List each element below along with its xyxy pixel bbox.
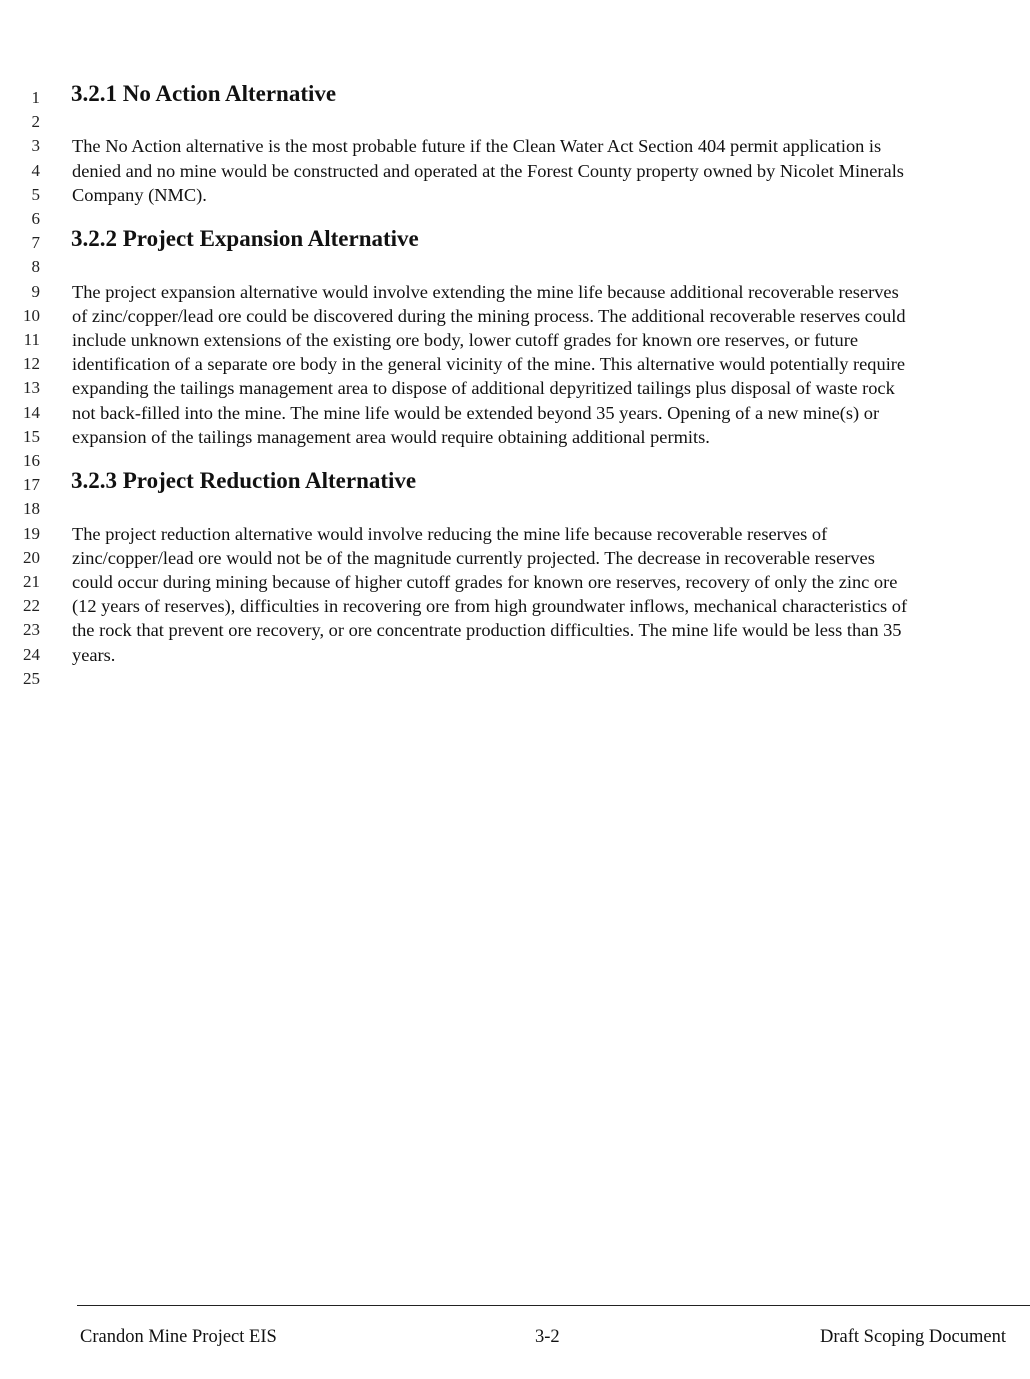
text-line xyxy=(0,643,1030,667)
line-number: 21 xyxy=(23,572,40,591)
text-line xyxy=(0,546,1030,570)
footer-page-number: 3-2 xyxy=(535,1327,560,1347)
line-number: 8 xyxy=(31,257,40,277)
text-line xyxy=(0,522,1030,546)
line-text: The project expansion alternative would involve extending the mine life because additional recoverable reserves xyxy=(72,281,899,302)
line-text: Company (NMC). xyxy=(72,184,207,205)
line-number: 7 xyxy=(31,233,40,253)
line-number: 18 xyxy=(23,499,40,519)
line-number: 11 xyxy=(23,330,40,349)
footer-right-title: Draft Scoping Document xyxy=(820,1327,1006,1347)
text-line xyxy=(0,304,1030,328)
text-line xyxy=(0,255,1030,279)
line-text: (12 years of reserves), difficulties in recovering ore from high groundwater inflows, mechanical characteristics of xyxy=(72,596,908,617)
line-number: 22 xyxy=(23,596,40,616)
text-line xyxy=(0,618,1030,642)
text-line xyxy=(0,328,1030,352)
text-line xyxy=(0,594,1030,618)
line-text: expansion of the tailings management area would require obtaining additional permits. xyxy=(72,426,710,447)
line-number: 12 xyxy=(23,354,40,374)
line-number: 5 xyxy=(31,184,40,204)
line-number: 19 xyxy=(23,523,40,543)
line-text: identification of a separate ore body in the general vicinity of the mine. This alternative would potentially require xyxy=(72,354,906,375)
footer-divider xyxy=(77,1305,1030,1306)
line-number: 16 xyxy=(23,451,40,470)
text-line xyxy=(0,134,1030,158)
line-text: of zinc/copper/lead ore could be discovered during the mining process. The additional recoverable reserves could xyxy=(72,305,906,326)
line-number: 10 xyxy=(23,305,40,325)
line-number: 15 xyxy=(23,426,40,446)
text-line xyxy=(0,110,1030,134)
section-heading-line xyxy=(0,81,1030,110)
line-number: 4 xyxy=(31,160,40,180)
line-number: 17 xyxy=(23,475,40,495)
text-line xyxy=(0,425,1030,449)
section-heading: 3.2.3 Project Reduction Alternative xyxy=(71,468,417,494)
line-number: 2 xyxy=(31,112,40,132)
line-number: 1 xyxy=(31,88,40,107)
line-text: the rock that prevent ore recovery, or ore concentrate production difficulties. The mine life would be less than 35 xyxy=(72,620,902,641)
line-number: 9 xyxy=(31,281,40,301)
text-line xyxy=(0,376,1030,400)
line-text: years. xyxy=(72,644,116,665)
line-text: expanding the tailings management area to dispose of additional depyritized tailings plus disposal of waste rock xyxy=(72,378,895,399)
text-line xyxy=(0,183,1030,207)
section-heading-line xyxy=(0,226,1030,255)
line-number: 25 xyxy=(23,668,40,688)
text-line xyxy=(0,497,1030,521)
line-text: could occur during mining because of higher cutoff grades for known ore reserves, recovery of only the zinc ore xyxy=(72,572,898,592)
footer-left-title: Crandon Mine Project EIS xyxy=(80,1327,277,1347)
text-line xyxy=(0,570,1030,594)
line-text: denied and no mine would be constructed and operated at the Forest County property owned by Nicolet Minerals xyxy=(72,160,904,181)
line-text: not back-filled into the mine. The mine life would be extended beyond 35 years. Opening of a new mine(s) or xyxy=(72,402,880,423)
line-number: 23 xyxy=(23,620,40,640)
section-heading: 3.2.2 Project Expansion Alternative xyxy=(71,226,419,252)
line-number: 14 xyxy=(23,402,40,422)
text-line xyxy=(0,667,1030,691)
text-line xyxy=(0,280,1030,304)
line-number: 20 xyxy=(23,547,40,567)
line-number: 24 xyxy=(23,644,40,664)
section-heading: 3.2.1 No Action Alternative xyxy=(71,81,337,106)
section-heading-line xyxy=(0,468,1030,497)
line-text: zinc/copper/lead ore would not be of the magnitude currently projected. The decrease in recoverable reserves xyxy=(72,547,875,568)
text-line xyxy=(0,352,1030,376)
line-text: The project reduction alternative would involve reducing the mine life because recoverable reserves of xyxy=(72,523,828,544)
line-text: The No Action alternative is the most probable future if the Clean Water Act Section 404 permit application is xyxy=(72,136,882,157)
line-number: 13 xyxy=(23,378,40,398)
text-line xyxy=(0,401,1030,425)
line-number: 3 xyxy=(31,136,40,156)
text-line xyxy=(0,159,1030,183)
line-text: include unknown extensions of the existing ore body, lower cutoff grades for known ore reserves, or future xyxy=(72,330,858,350)
line-number: 6 xyxy=(31,209,40,228)
